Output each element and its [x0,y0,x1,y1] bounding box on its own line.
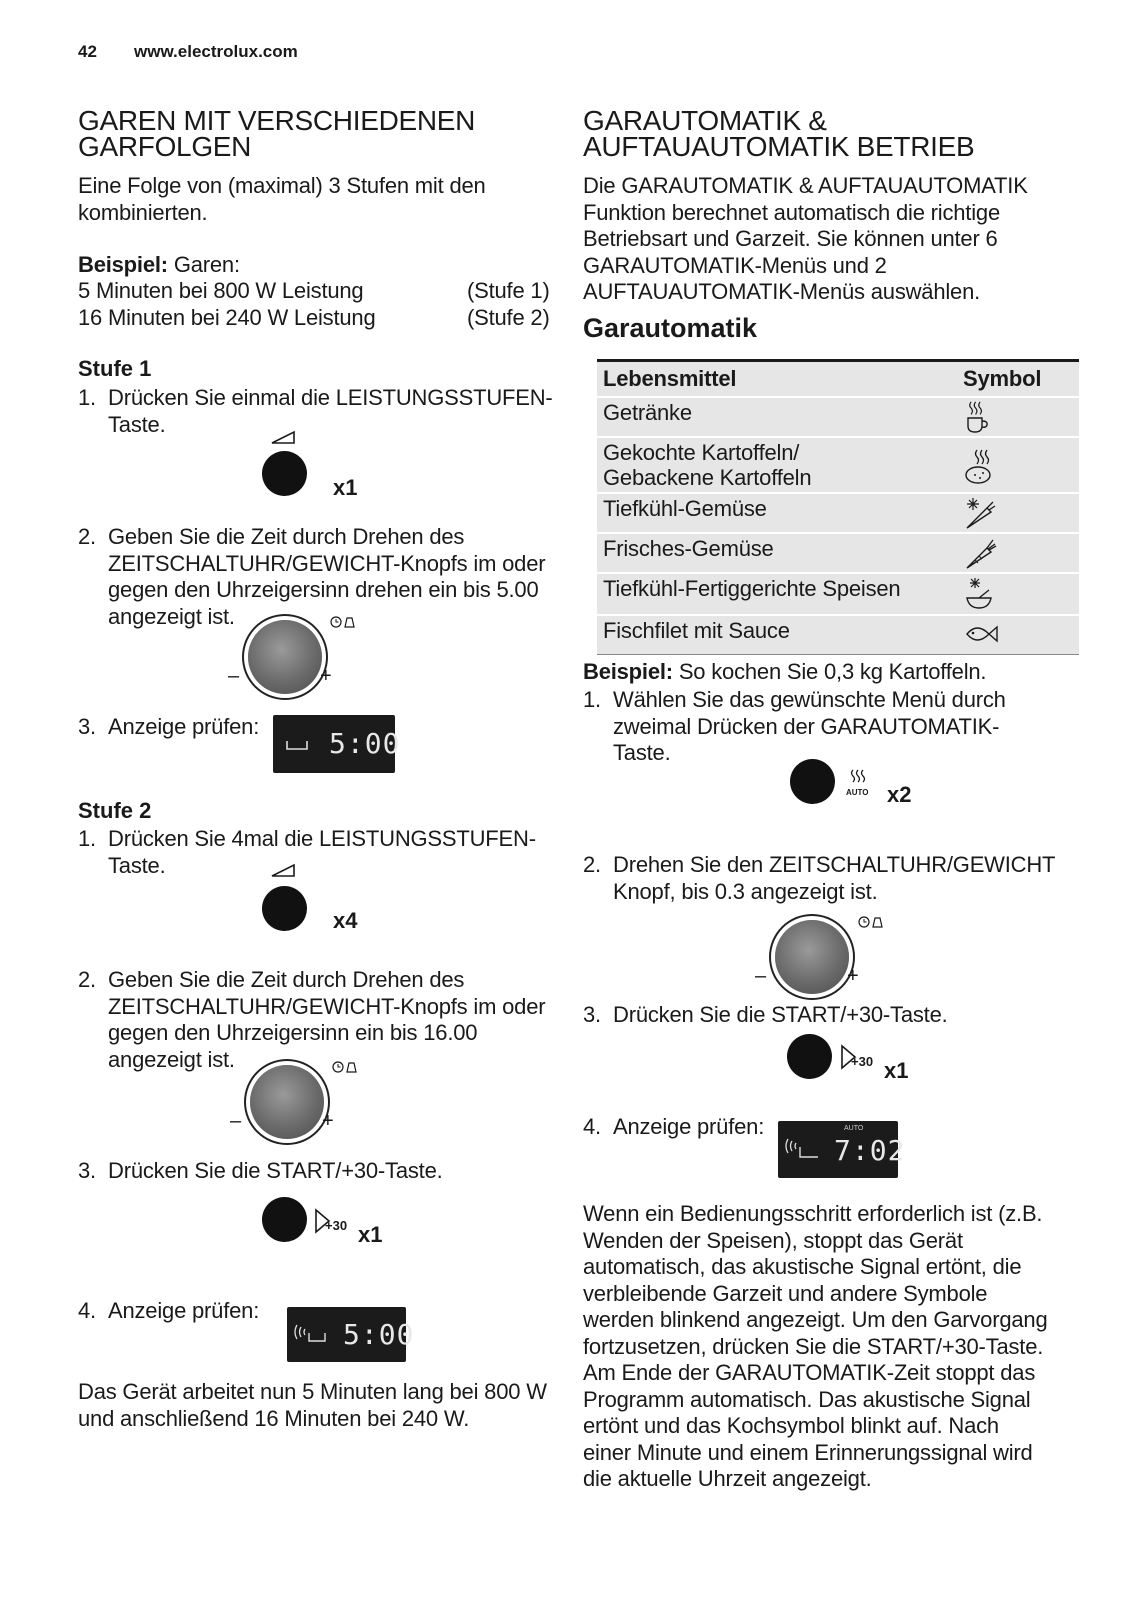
fresh-vegetable-icon [957,533,1079,573]
start-plus30-label: +30 [325,1218,348,1233]
display-auto-label: AUTO [844,1125,864,1132]
stage1-press-count: x1 [333,475,358,500]
header-food: Lebensmittel [597,361,957,398]
stage2-start-press-count: x1 [358,1222,383,1247]
stage2-press-count: x4 [333,908,358,933]
auto-press-count: x2 [887,782,912,807]
minus-label: – [755,965,767,987]
microwave-power-icon [285,735,309,753]
right-start-press-count: x1 [884,1058,909,1083]
stage2-display: 5:00 [287,1307,406,1362]
plus-label: + [322,1110,334,1132]
stage1-heading: Stufe 1 [78,356,152,381]
example-row-1: 5 Minuten bei 800 W Leistung (Stufe 1) [78,278,550,303]
microwave-waves-icon [784,1135,820,1165]
auto-label: AUTO [846,788,869,797]
plus-label: + [320,665,332,687]
left-section-title: GAREN MIT VERSCHIEDENEN GARFOLGEN [78,105,476,162]
start-button[interactable] [262,1197,307,1242]
power-level-icon [270,430,296,446]
garautomatik-heading: Garautomatik [583,313,758,343]
timer-weight-icon [330,615,358,629]
minus-label: – [230,1110,242,1132]
table-row: Tiefkühl-Fertiggerichte Speisen [597,573,1079,615]
table-header-row [597,361,1079,398]
stage1-display: 5:00 [273,715,395,773]
website-url: www.electrolux.com [134,42,298,61]
frozen-meal-icon [957,573,1079,615]
potato-icon [957,437,1079,493]
right-example: Beispiel: So kochen Sie 0,3 kg Kartoffeln. [583,659,987,684]
timer-weight-knob[interactable] [250,1065,324,1139]
table-row: Fischfilet mit Sauce [597,615,1079,655]
steam-icon [849,769,869,785]
table-row: Frisches-Gemüse [597,533,1079,573]
power-level-button[interactable] [262,451,307,496]
minus-label: – [228,665,240,687]
frozen-vegetable-icon [957,493,1079,533]
left-intro: Eine Folge von (maximal) 3 Stufen mit den kombinierten. [78,173,486,225]
timer-weight-knob[interactable] [248,620,322,694]
power-level-icon [270,863,296,879]
stage2-heading: Stufe 2 [78,798,152,823]
left-example: Beispiel: Garen: [78,252,240,277]
timer-weight-knob[interactable] [775,920,849,994]
fish-icon [957,615,1079,655]
table-row: Tiefkühl-Gemüse [597,493,1079,533]
auto-cook-button[interactable] [790,759,835,804]
page-number: 42 [78,42,97,61]
example-row-2: 16 Minuten bei 240 W Leistung (Stufe 2) [78,305,550,330]
beverage-icon [957,397,1079,437]
power-level-button[interactable] [262,886,307,931]
start-plus30-label: +30 [851,1054,874,1069]
table-row: Getränke [597,397,1079,437]
timer-weight-icon [332,1060,360,1074]
right-section-title: GARAUTOMATIK & AUFTAUAUTOMATIK BETRIEB [583,105,975,162]
left-summary: Das Gerät arbeitet nun 5 Minuten lang bei 800 W und anschließend 16 Minuten bei 240 W. [78,1379,547,1431]
table-row: Gekochte Kartoffeln/ Gebackene Kartoffeln [597,437,1079,493]
right-display: AUTO 7:02 [778,1121,898,1178]
microwave-waves-icon [293,1321,329,1347]
header-symbol: Symbol [957,361,1079,398]
food-symbol-table [597,359,1079,655]
plus-label: + [847,965,859,987]
start-button[interactable] [787,1034,832,1079]
timer-weight-icon [858,915,886,929]
right-intro: Die GARAUTOMATIK & AUFTAUAUTOMATIK Funktion berechnet automatisch die richtige Betriebsart und Garzeit. Sie können unter 6 GARAUTOMATIK-Menüs und 2 AUFTAUAUTOMATIK-Menüs auswählen. [583,173,1028,304]
right-closing: Wenn ein Bedienungsschritt erforderlich ist (z.B. Wenden der Speisen), stoppt das Gerät automatisch, das akustische Signal ertönt, die verbleibende Garzeit und andere Symbole werden blinkend angezeigt. Um den Garvorgang fortzusetzen, drücken Sie die START/+30-Taste. Am Ende der GARAUTOMATIK-Zeit stoppt das Programm automatisch. Das akustische Signal ertönt und das Kochsymbol blinkt auf. Nach einer Minute und einem Erinnerungssignal wird die aktuelle Uhrzeit angezeigt. [583,1201,1048,1491]
